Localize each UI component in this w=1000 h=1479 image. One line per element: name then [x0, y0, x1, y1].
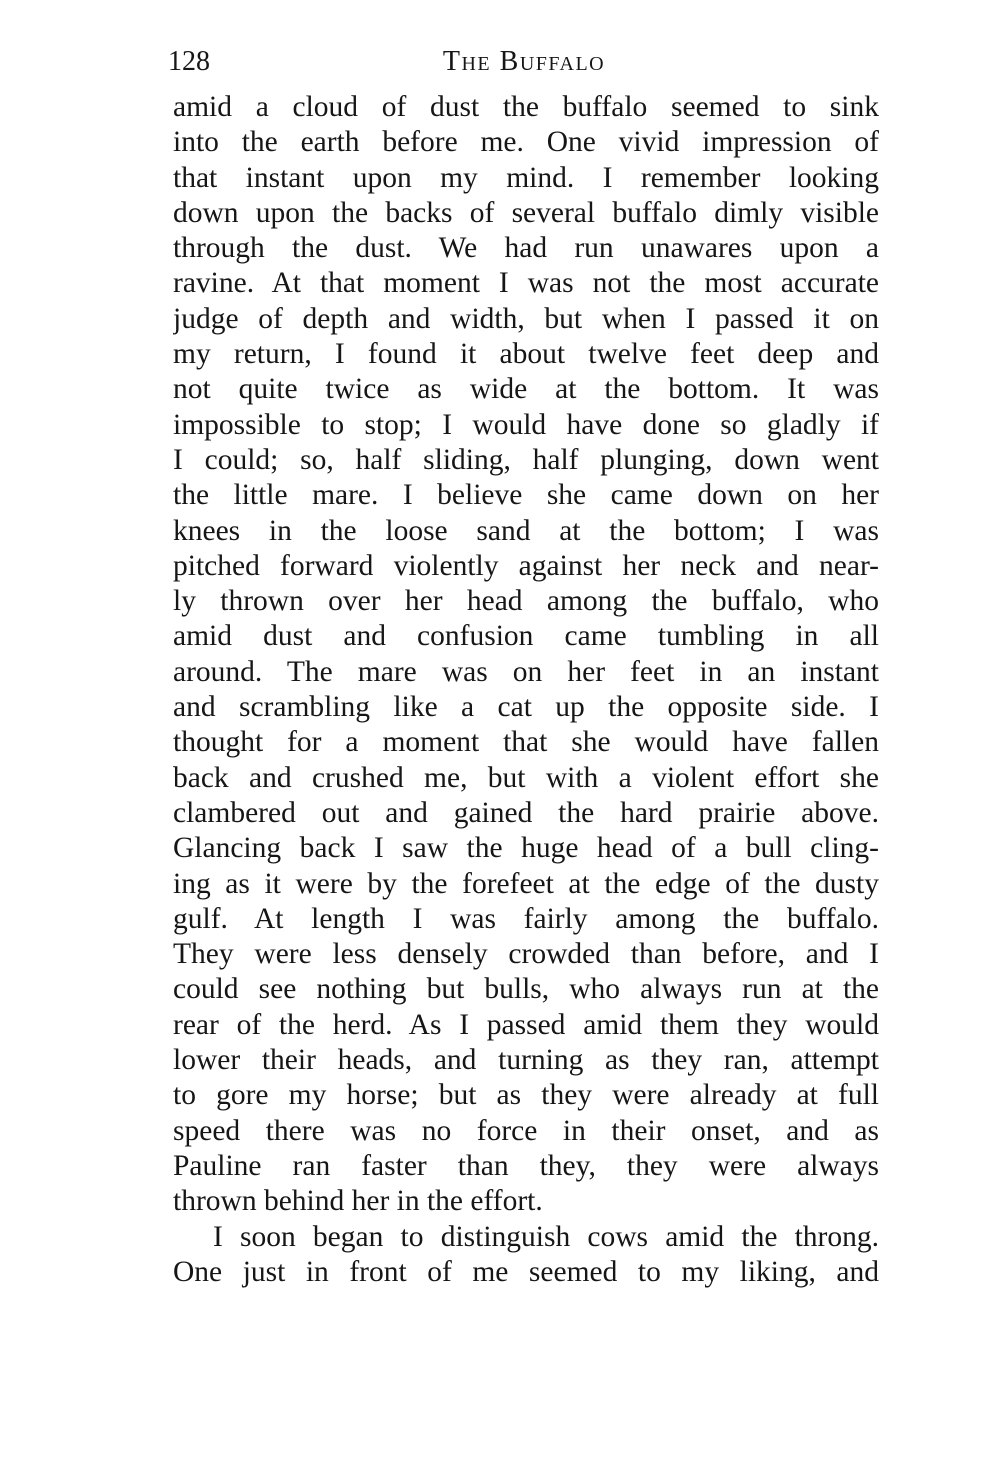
text-line: my return, I found it about twelve feet deep and — [173, 338, 879, 371]
text-line: knees in the loose sand at the bottom; I was — [173, 514, 879, 547]
text-line: speed there was no force in their onset, and as — [173, 1114, 879, 1147]
text-line: to gore my horse; but as they were already at full — [173, 1079, 879, 1112]
text-line: gulf. At length I was fairly among the buffalo. — [173, 902, 879, 935]
text-line: judge of depth and width, but when I passed it on — [173, 302, 879, 335]
text-line: pitched forward violently against her neck and near- — [173, 549, 879, 582]
text-line: I could; so, half sliding, half plunging, down went — [173, 443, 879, 476]
text-line: Glancing back I saw the huge head of a bull cling- — [173, 832, 879, 865]
text-line: amid dust and confusion came tumbling in all — [173, 620, 879, 653]
text-line: through the dust. We had run unawares upon a — [173, 232, 879, 265]
running-head: The Buffalo — [442, 46, 606, 77]
paragraph-first-line: I soon began to distinguish cows amid the throng. — [213, 1220, 879, 1253]
text-line: Pauline ran faster than they, they were always — [173, 1149, 879, 1182]
text-line: not quite twice as wide at the bottom. It was — [173, 373, 879, 406]
text-line: into the earth before me. One vivid impression of — [173, 126, 879, 159]
text-line: ly thrown over her head among the buffalo, who — [173, 585, 879, 618]
text-line: the little mare. I believe she came down on her — [173, 479, 879, 512]
text-line: ravine. At that moment I was not the most accurate — [173, 267, 879, 300]
text-line: around. The mare was on her feet in an instant — [173, 655, 879, 688]
body-text — [173, 90, 879, 1290]
text-line: rear of the herd. As I passed amid them they would — [173, 1008, 879, 1041]
paragraph-last-line: thrown behind her in the effort. — [173, 1185, 543, 1218]
text-line: clambered out and gained the hard prairie above. — [173, 796, 879, 829]
text-line: impossible to stop; I would have done so gladly if — [173, 408, 879, 441]
text-line: and scrambling like a cat up the opposite side. I — [173, 691, 879, 724]
text-line: down upon the backs of several buffalo dimly visible — [173, 196, 879, 229]
text-line: could see nothing but bulls, who always run at the — [173, 973, 879, 1006]
text-line: back and crushed me, but with a violent effort she — [173, 761, 879, 794]
text-line: lower their heads, and turning as they ran, attempt — [173, 1044, 879, 1077]
text-line: One just in front of me seemed to my liking, and — [173, 1255, 879, 1288]
page-header — [168, 42, 880, 82]
text-line: ing as it were by the forefeet at the edge of the dusty — [173, 867, 879, 900]
text-line: that instant upon my mind. I remember looking — [173, 161, 879, 194]
text-line: thought for a moment that she would have fallen — [173, 726, 879, 759]
text-line: amid a cloud of dust the buffalo seemed to sink — [173, 91, 879, 123]
page-number: 128 — [168, 46, 210, 77]
text-line: They were less densely crowded than before, and I — [173, 938, 879, 971]
